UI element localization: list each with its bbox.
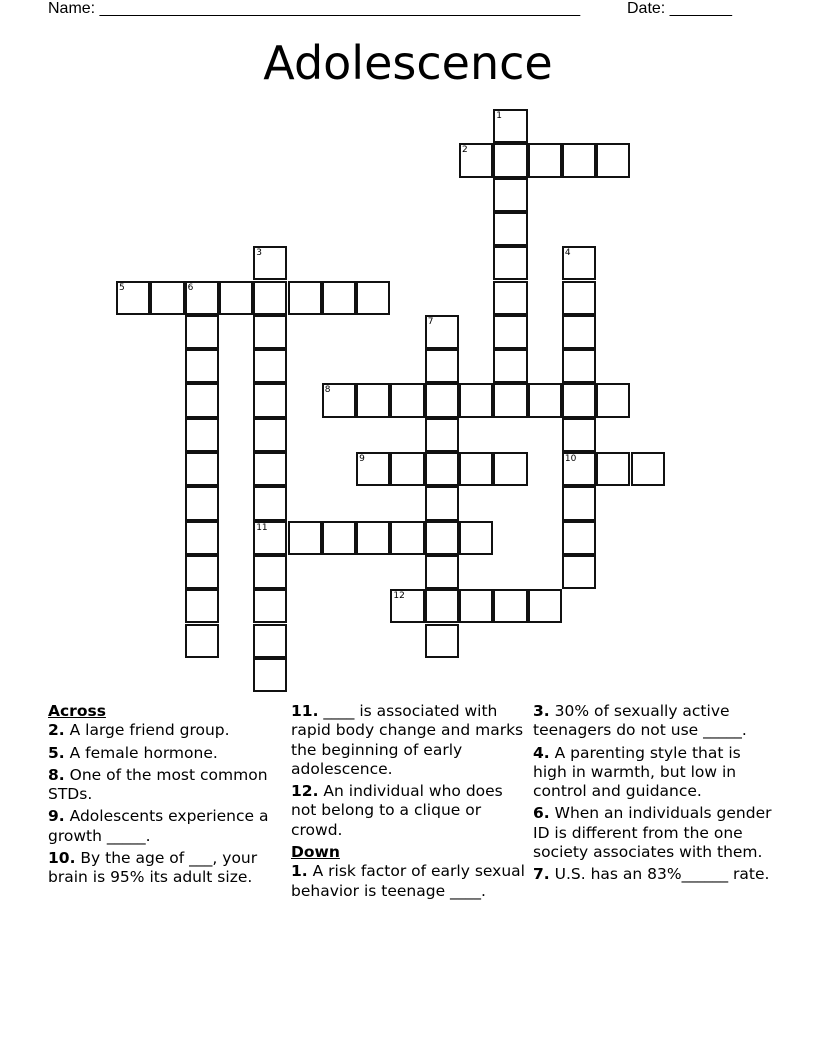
grid-cell[interactable]	[288, 521, 322, 555]
grid-cell[interactable]	[356, 281, 390, 315]
grid-cell[interactable]	[185, 521, 219, 555]
grid-cell[interactable]	[425, 315, 459, 349]
puzzle-title: Adolescence	[263, 36, 553, 90]
clue-number: 5	[119, 282, 125, 293]
down-heading: Down	[291, 843, 340, 862]
grid-cell[interactable]	[425, 521, 459, 555]
clue-number: 6.	[533, 804, 550, 823]
grid-cell[interactable]	[493, 452, 527, 486]
grid-cell[interactable]	[425, 418, 459, 452]
clue-text: One of the most common STDs.	[48, 765, 268, 804]
across-clue	[48, 807, 284, 846]
grid-cell[interactable]	[493, 212, 527, 246]
clue-number: 1.	[291, 862, 308, 881]
across-clue	[48, 766, 284, 805]
clue-number: 7	[427, 316, 434, 327]
clue-number: 1	[496, 111, 503, 121]
clue-text: An individual who does not belong to a clique or crowd.	[291, 782, 503, 839]
grid-cell[interactable]	[493, 143, 527, 177]
clues-column-3	[533, 702, 773, 888]
grid-cell[interactable]	[425, 486, 459, 520]
grid-cell[interactable]	[493, 589, 527, 623]
grid-cell[interactable]	[493, 109, 527, 143]
clue-number: 3.	[533, 702, 550, 720]
clue-text: U.S. has an 83%______ rate.	[554, 865, 770, 884]
grid-cell[interactable]	[562, 349, 596, 383]
grid-cell[interactable]	[288, 281, 322, 315]
grid-cell[interactable]	[185, 452, 219, 486]
grid-cell[interactable]	[185, 589, 219, 623]
down-clue	[533, 744, 773, 802]
across-clue	[48, 721, 284, 740]
grid-cell[interactable]	[562, 281, 596, 315]
grid-cell[interactable]	[562, 315, 596, 349]
grid-cell[interactable]	[253, 658, 287, 692]
across-heading: Across	[48, 702, 106, 720]
clue-text: ____ is associated with rapid body change and marks the beginning of early adolescence.	[291, 702, 524, 778]
grid-cell[interactable]	[253, 521, 287, 555]
grid-cell[interactable]	[253, 486, 287, 520]
grid-cell[interactable]	[185, 555, 219, 589]
grid-cell[interactable]	[253, 555, 287, 589]
grid-cell[interactable]	[185, 486, 219, 520]
grid-cell[interactable]	[528, 589, 562, 623]
grid-cell[interactable]	[390, 452, 424, 486]
clue-number: 12.	[291, 782, 319, 801]
grid-cell[interactable]	[253, 418, 287, 452]
name-field-label: Name: ______________________________________________________	[48, 0, 581, 17]
grid-cell[interactable]	[425, 555, 459, 589]
grid-cell[interactable]	[356, 452, 390, 486]
grid-cell[interactable]	[253, 383, 287, 417]
clue-number: 6	[187, 282, 194, 293]
down-clue	[533, 865, 773, 884]
grid-cell[interactable]	[528, 383, 562, 417]
clue-number: 10.	[48, 849, 76, 868]
grid-cell[interactable]	[493, 281, 527, 315]
clue-text: A risk factor of early sexual behavior is teenage ____.	[291, 862, 525, 900]
grid-cell[interactable]	[116, 281, 150, 315]
clue-text: By the age of ___, your brain is 95% its adult size.	[48, 849, 258, 887]
across-clue	[291, 702, 527, 779]
grid-cell[interactable]	[185, 624, 219, 658]
grid-cell[interactable]	[253, 246, 287, 280]
clue-number: 8	[324, 385, 331, 396]
grid-cell[interactable]	[459, 452, 493, 486]
grid-cell[interactable]	[596, 452, 630, 486]
clue-number: 2	[462, 145, 468, 156]
grid-cell[interactable]	[253, 452, 287, 486]
grid-cell[interactable]	[459, 589, 493, 623]
grid-cell[interactable]	[390, 521, 424, 555]
grid-cell[interactable]	[425, 452, 459, 486]
across-clue	[48, 849, 284, 888]
grid-cell[interactable]	[493, 383, 527, 417]
date-field-label: Date: _______	[627, 0, 732, 17]
grid-cell[interactable]	[356, 383, 390, 417]
grid-cell[interactable]	[253, 349, 287, 383]
grid-cell[interactable]	[562, 143, 596, 177]
grid-cell[interactable]	[253, 624, 287, 658]
grid-cell[interactable]	[322, 521, 356, 555]
clue-text: 30% of sexually active teenagers do not use _____.	[533, 702, 747, 740]
grid-cell[interactable]	[185, 383, 219, 417]
clue-number: 3	[256, 248, 262, 259]
grid-cell[interactable]	[322, 281, 356, 315]
grid-cell[interactable]	[631, 452, 665, 486]
clue-number: 2.	[48, 721, 65, 740]
clue-text: A large friend group.	[69, 721, 230, 740]
grid-cell[interactable]	[562, 486, 596, 520]
grid-cell[interactable]	[219, 281, 253, 315]
grid-cell[interactable]	[493, 178, 527, 212]
grid-cell[interactable]	[253, 281, 287, 315]
grid-cell[interactable]	[356, 521, 390, 555]
grid-cell[interactable]	[150, 281, 184, 315]
clue-number: 7.	[533, 865, 550, 884]
grid-cell[interactable]	[253, 589, 287, 623]
grid-cell[interactable]	[185, 281, 219, 315]
clue-number: 9.	[48, 807, 65, 826]
grid-cell[interactable]	[253, 315, 287, 349]
grid-cell[interactable]	[562, 521, 596, 555]
grid-cell[interactable]	[425, 349, 459, 383]
grid-cell[interactable]	[185, 315, 219, 349]
grid-cell[interactable]	[390, 589, 424, 623]
grid-cell[interactable]	[562, 555, 596, 589]
grid-cell[interactable]	[459, 521, 493, 555]
grid-cell[interactable]	[562, 452, 596, 486]
clue-text: Adolescents experience a growth _____.	[48, 807, 269, 845]
clue-number: 8.	[48, 765, 65, 784]
grid-cell[interactable]	[528, 143, 562, 177]
clue-text: When an individuals gender ID is different from the one society associates with them.	[533, 804, 772, 862]
clue-number: 11	[256, 522, 268, 533]
across-clue	[48, 744, 284, 763]
grid-cell[interactable]	[425, 624, 459, 658]
down-clue	[533, 702, 773, 741]
clue-number: 5.	[48, 743, 65, 762]
down-clue	[291, 862, 527, 901]
grid-cell[interactable]	[562, 418, 596, 452]
grid-cell[interactable]	[185, 418, 219, 452]
grid-cell[interactable]	[596, 143, 630, 177]
clue-number: 9	[359, 454, 365, 464]
across-clue	[291, 782, 527, 840]
grid-cell[interactable]	[185, 349, 219, 383]
clue-text: A parenting style that is high in warmth, but low in control and guidance.	[533, 743, 741, 801]
clue-number: 4	[564, 248, 571, 259]
grid-cell[interactable]	[562, 246, 596, 280]
clues-column-2	[291, 702, 527, 904]
clues-column-1	[48, 702, 284, 891]
clue-text: A female hormone.	[69, 743, 218, 762]
grid-cell[interactable]	[493, 315, 527, 349]
grid-cell[interactable]	[493, 349, 527, 383]
grid-cell[interactable]	[562, 383, 596, 417]
grid-cell[interactable]	[459, 143, 493, 177]
clue-number: 4.	[533, 743, 550, 762]
grid-cell[interactable]	[425, 383, 459, 417]
grid-cell[interactable]	[390, 383, 424, 417]
grid-cell[interactable]	[425, 589, 459, 623]
grid-cell[interactable]	[493, 246, 527, 280]
clue-number: 11.	[291, 702, 319, 720]
grid-cell[interactable]	[322, 383, 356, 417]
down-clue	[533, 804, 773, 862]
grid-cell[interactable]	[596, 383, 630, 417]
clue-number: 10	[564, 454, 577, 464]
grid-cell[interactable]	[459, 383, 493, 417]
clue-number: 12	[393, 591, 405, 602]
